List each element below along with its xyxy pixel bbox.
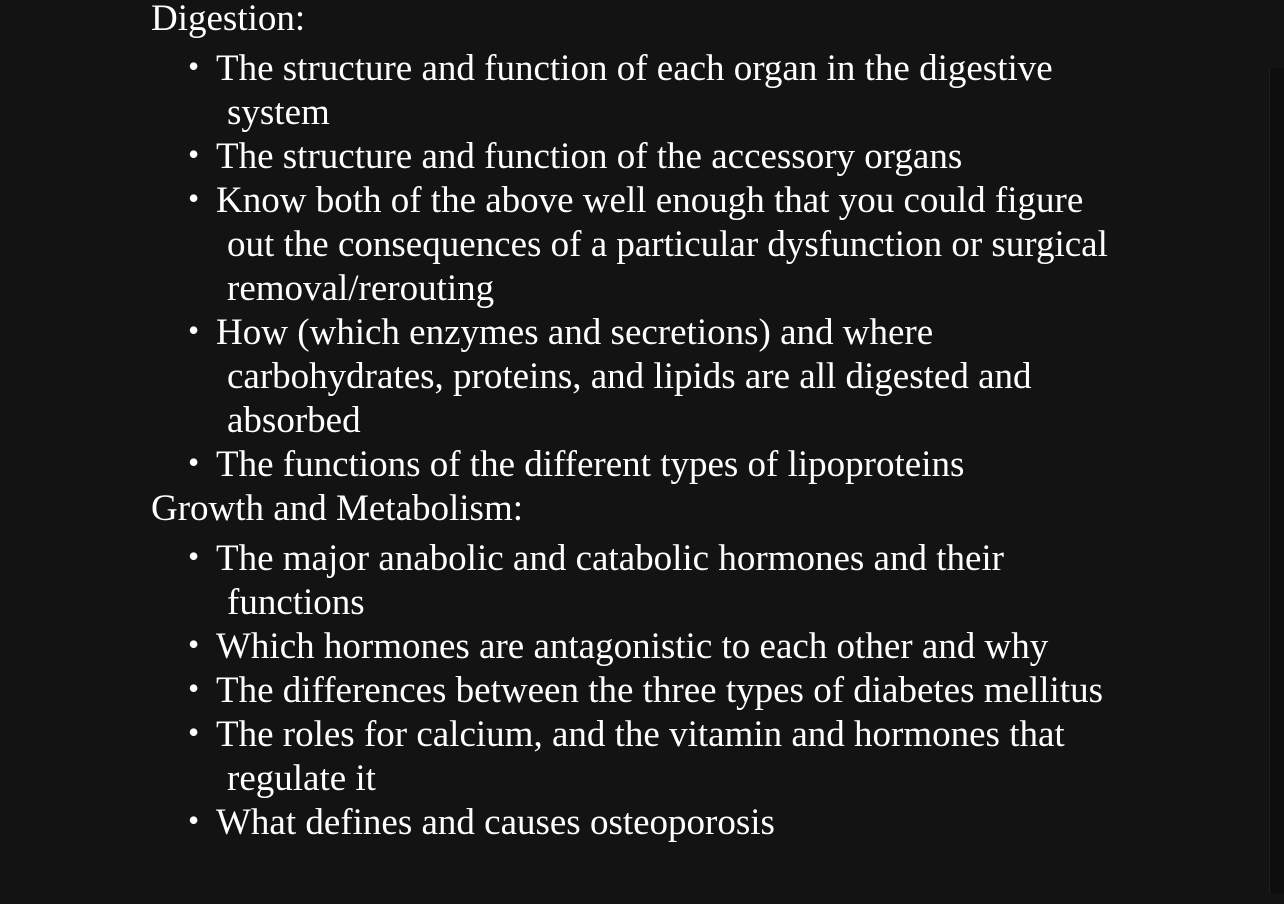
list-item-line: absorbed	[227, 400, 361, 441]
list-item	[188, 534, 1151, 623]
list-item	[188, 308, 1151, 441]
list-item-line: removal/rerouting	[227, 268, 495, 309]
bullet-icon: •	[188, 802, 200, 838]
list-item-line: Which hormones are antagonistic to each other and why	[216, 626, 1049, 667]
list-item-line: system	[227, 92, 330, 133]
bullet-icon: •	[188, 670, 200, 706]
list-item-line: What defines and causes osteoporosis	[216, 802, 775, 843]
list-item-line: The functions of the different types of lipoproteins	[216, 444, 965, 485]
list-item-line: How (which enzymes and secretions) and where	[216, 312, 934, 353]
list-item	[188, 798, 1151, 843]
vertical-scrollbar[interactable]	[1269, 68, 1284, 894]
list-item-line: functions	[227, 582, 365, 623]
list-item-line: The structure and function of each organ in the digestive	[216, 48, 1053, 89]
document-body	[151, 0, 1151, 842]
section-heading: Growth and Metabolism:	[151, 488, 524, 529]
list-item-line: The roles for calcium, and the vitamin and hormones that	[216, 714, 1065, 755]
bullet-icon: •	[188, 538, 200, 574]
list-item	[188, 44, 1151, 133]
bullet-icon: •	[188, 714, 200, 750]
bullet-icon: •	[188, 136, 200, 172]
list-item	[188, 710, 1151, 799]
list-item-line: carbohydrates, proteins, and lipids are all digested and	[227, 356, 1032, 397]
list-item-line: The differences between the three types of diabetes mellitus	[216, 670, 1103, 711]
list-item	[188, 440, 1151, 485]
section-growth-metabolism	[151, 484, 1151, 842]
bullet-icon: •	[188, 180, 200, 216]
bullet-icon: •	[188, 626, 200, 662]
list-item	[188, 176, 1151, 309]
list-item-line: regulate it	[227, 758, 376, 799]
bullet-icon: •	[188, 312, 200, 348]
list-item	[188, 622, 1151, 667]
bullet-icon: •	[188, 48, 200, 84]
list-item-line: out the consequences of a particular dysfunction or surgical	[227, 224, 1108, 265]
list-item-line: The structure and function of the accessory organs	[216, 136, 963, 177]
list-item-line: The major anabolic and catabolic hormones and their	[216, 538, 1005, 579]
section-heading: Digestion:	[151, 0, 306, 39]
list-item	[188, 666, 1151, 711]
section-digestion	[151, 0, 1151, 484]
bullet-icon: •	[188, 444, 200, 480]
list-item	[188, 132, 1151, 177]
list-item-line: Know both of the above well enough that you could figure	[216, 180, 1084, 221]
